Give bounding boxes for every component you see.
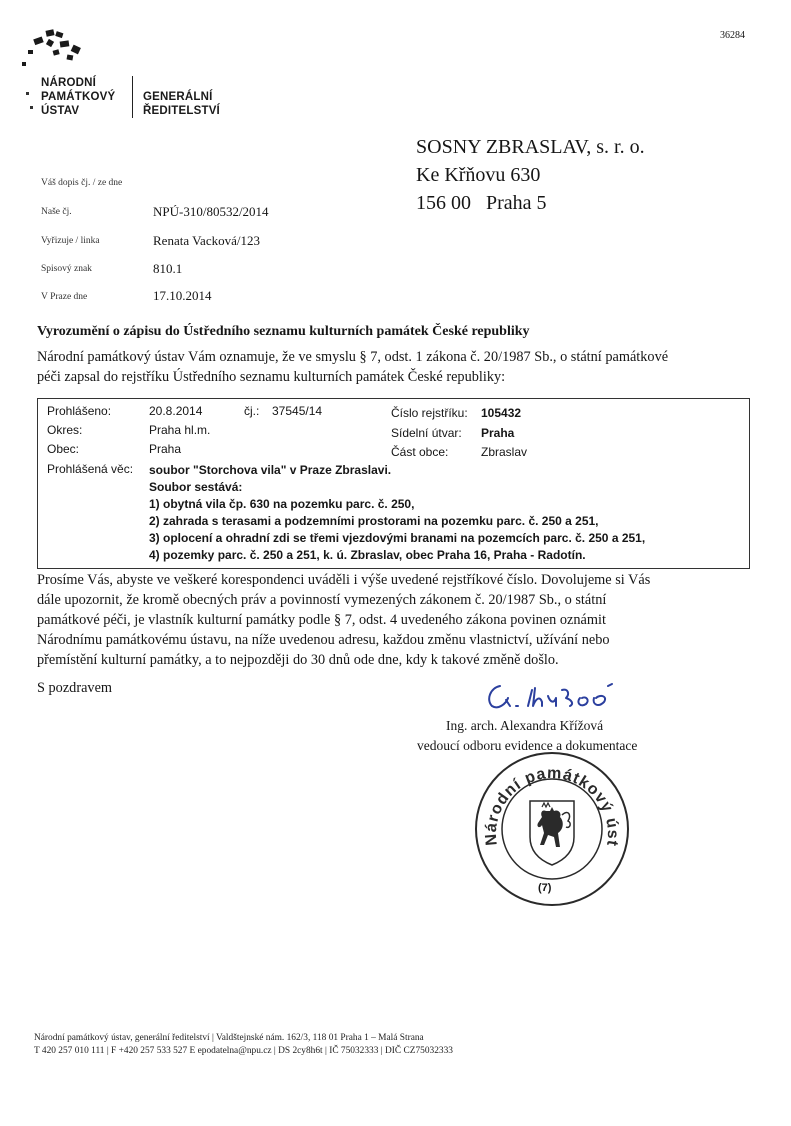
body-line: dále upozornit, že kromě obecných práv a povinností vymezených zákonem č. 20/1987 Sb., o státní: [37, 592, 607, 608]
intro-paragraph: [37, 347, 668, 387]
signer-role: vedoucí odboru evidence a dokumentace: [417, 738, 638, 753]
recipient-address: [416, 133, 645, 217]
body-paragraph: [37, 570, 650, 670]
our-ref-value: NPÚ-310/80532/2014: [153, 204, 269, 219]
municipality-value: Praha: [149, 442, 182, 456]
declared-label: Prohlášeno:: [47, 404, 112, 418]
handwritten-signature: [480, 676, 630, 716]
cj-label: čj.:: [244, 404, 260, 418]
item-line: 4) pozemky parc. č. 250 a 251, k. ú. Zbraslav, obec Praha 16, Praha - Radotín.: [149, 548, 586, 562]
intro-line: Národní památkový ústav Vám oznamuje, že ve smyslu § 7, odst. 1 zákona č. 20/1987 Sb., o státní památkové: [37, 349, 669, 365]
stamp-seal-icon: [472, 749, 632, 909]
date-value: 17.10.2014: [153, 288, 212, 303]
register-number-label: Číslo rejstříku:: [391, 406, 468, 420]
recipient-line: 156 00 Praha 5: [416, 192, 547, 214]
npu-logo-mark-icon: [20, 28, 90, 74]
body-line: Národnímu památkovému ústavu, na níže uvedenou adresu, každou změnu vlastnictví, užívání nebo: [37, 632, 610, 648]
intro-line: péči zapsal do rejstříku Ústředního seznamu kulturních památek České republiky:: [37, 369, 506, 385]
footer-address: Národní památkový ústav, generální ředitelství | Valdštejnské nám. 162/3, 118 01 Praha 1 – Malá Strana: [34, 1033, 424, 1043]
logo-line: GENERÁLNÍ: [143, 91, 213, 103]
body-line: památkové péči, je vlastník kulturní památky podle § 7, odst. 4 uvedeného zákona povinen oznámit: [37, 612, 606, 628]
declared-item-label: Prohlášená věc:: [47, 462, 134, 476]
closing-text: S pozdravem: [37, 680, 113, 696]
municipality-part-label: Část obce:: [391, 445, 449, 459]
register-number-value: 105432: [481, 406, 522, 420]
district-value: Praha hl.m.: [149, 423, 211, 437]
logo-divider: [132, 76, 133, 118]
stamp-number: (7): [538, 882, 552, 894]
logo-right-text: [143, 90, 220, 118]
handled-by-label: Vyřizuje / linka: [41, 236, 100, 246]
logo-line: PAMÁTKOVÝ: [41, 91, 116, 103]
municipality-label: Obec:: [47, 442, 80, 456]
item-line: 3) oplocení a ohradní zdi se třemi vjezdovými branami na pozemcích parc. č. 250 a 251,: [149, 531, 646, 545]
declared-item-description: [149, 462, 645, 564]
recipient-line: Ke Křňovu 630: [416, 164, 541, 186]
document-title: Vyrozumění o zápisu do Ústředního seznamu kulturních památek České republiky: [37, 324, 530, 339]
district-label: Okres:: [47, 423, 83, 437]
file-mark-label: Spisový znak: [41, 264, 92, 274]
municipality-part-value: Zbraslav: [481, 445, 528, 459]
seat-label: Sídelní útvar:: [391, 426, 462, 440]
official-stamp: [472, 749, 632, 909]
item-line: 2) zahrada s terasami a podzemními prostorami na pozemku parc. č. 250 a 251,: [149, 514, 599, 528]
seat-value: Praha: [481, 426, 515, 440]
body-line: Prosíme Vás, abyste ve veškeré korespondenci uváděli i výše uvedené rejstříkové číslo. Dovolujeme si Vás: [37, 572, 651, 588]
recipient-line: SOSNY ZBRASLAV, s. r. o.: [416, 136, 645, 158]
cj-value: 37545/14: [272, 404, 323, 418]
file-mark-value: 810.1: [153, 261, 183, 276]
document-number: 36284: [720, 30, 745, 41]
logo-dot: [30, 106, 33, 109]
npu-logo: [20, 28, 90, 79]
logo-line: ŘEDITELSTVÍ: [143, 105, 220, 117]
date-label: V Praze dne: [41, 292, 88, 302]
item-line: 1) obytná vila čp. 630 na pozemku parc. č. 250,: [149, 497, 415, 511]
item-line: Soubor sestává:: [149, 480, 243, 494]
body-line: přemístění kulturní památky, a to nejpozději do 30 dnů ode dne, kdy k takové změně došlo.: [37, 652, 559, 668]
logo-line: ÚSTAV: [41, 105, 80, 117]
signer-name: Ing. arch. Alexandra Křížová: [446, 718, 604, 733]
footer-contacts: T 420 257 010 111 | F +420 257 533 527 E epodatelna@npu.cz | DS 2cy8h6t | IČ 75032333 | DIČ CZ75032333: [34, 1046, 453, 1056]
handled-by-value: Renata Vacková/123: [153, 233, 260, 248]
your-letter-label: Váš dopis čj. / ze dne: [41, 178, 123, 188]
our-ref-label: Naše čj.: [41, 207, 72, 217]
item-line: soubor "Storchova vila" v Praze Zbraslavi.: [149, 463, 392, 477]
logo-line: NÁRODNÍ: [41, 77, 97, 89]
declared-value: 20.8.2014: [149, 404, 203, 418]
logo-left-text: [41, 76, 115, 118]
svg-text:Národní památkový ústav: Národní památkový úst: [482, 764, 622, 848]
logo-dot: [26, 92, 29, 95]
